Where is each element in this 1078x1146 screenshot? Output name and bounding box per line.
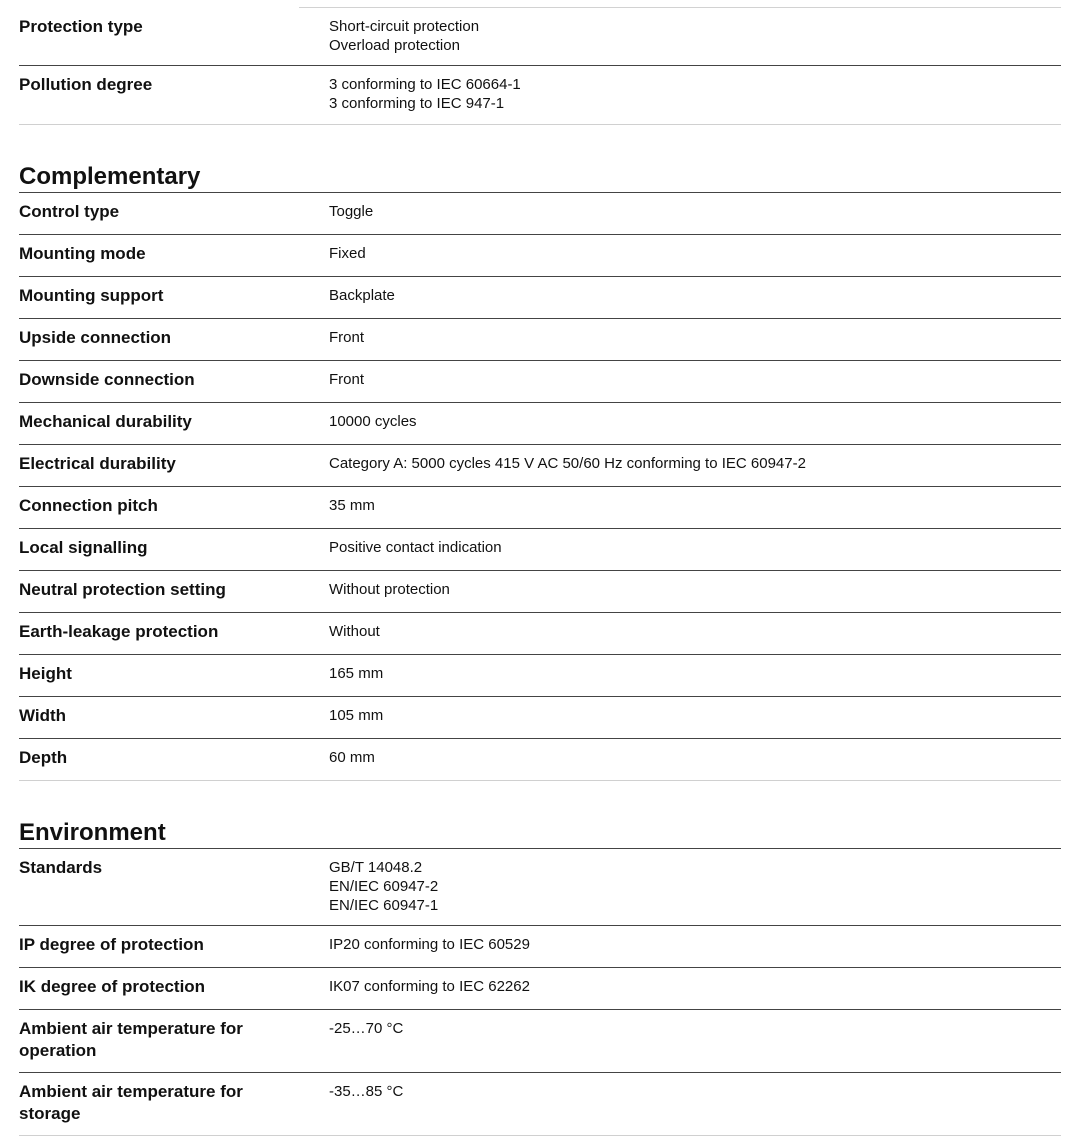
- value-line: -25…70 °C: [329, 1020, 404, 1037]
- section-header-complementary: [19, 163, 1061, 193]
- spec-table-complementary: [19, 193, 1061, 781]
- row-value: [329, 613, 1061, 655]
- table-row: [19, 319, 1061, 361]
- value-line: IP20 conforming to IEC 60529: [329, 936, 530, 953]
- row-label: Connection pitch: [19, 487, 329, 529]
- table-row: [19, 1073, 1061, 1136]
- value-line: EN/IEC 60947-1: [329, 897, 439, 914]
- table-row: [19, 445, 1061, 487]
- value-line: 3 conforming to IEC 947-1: [329, 95, 505, 112]
- row-label: Ambient air temperature for storage: [19, 1073, 329, 1136]
- table-row: [19, 66, 1061, 125]
- table-row: [19, 571, 1061, 613]
- row-value: [329, 445, 1061, 487]
- value-line: Overload protection: [329, 37, 460, 54]
- row-label: IP degree of protection: [19, 926, 329, 968]
- value-line: Front: [329, 329, 365, 346]
- value-line: 10000 cycles: [329, 413, 417, 430]
- value-line: IK07 conforming to IEC 62262: [329, 978, 530, 995]
- value-line: Short-circuit protection: [329, 18, 480, 35]
- value-line: -35…85 °C: [329, 1083, 404, 1100]
- table-row: [19, 697, 1061, 739]
- spec-table-environment: [19, 849, 1061, 1136]
- value-line: 35 mm: [329, 497, 375, 514]
- row-value: [329, 1073, 1061, 1136]
- table-row: [19, 849, 1061, 926]
- row-label: Local signalling: [19, 529, 329, 571]
- row-value: [329, 193, 1061, 235]
- section-header-environment: [19, 819, 1061, 849]
- row-label: Earth-leakage protection: [19, 613, 329, 655]
- row-value: [329, 361, 1061, 403]
- row-label: Neutral protection setting: [19, 571, 329, 613]
- row-label: Downside connection: [19, 361, 329, 403]
- table-row: [19, 277, 1061, 319]
- value-line: Backplate: [329, 287, 395, 304]
- value-line: Fixed: [329, 245, 366, 262]
- table-row: [19, 529, 1061, 571]
- row-value: [329, 319, 1061, 361]
- value-line: GB/T 14048.2: [329, 859, 423, 876]
- table-row: [19, 1010, 1061, 1073]
- row-label: IK degree of protection: [19, 968, 329, 1010]
- section-title: Environment: [19, 819, 166, 846]
- spec-table-protection: [19, 8, 1061, 125]
- row-label: Height: [19, 655, 329, 697]
- table-row: [19, 361, 1061, 403]
- row-value: [329, 66, 1061, 125]
- row-label: Upside connection: [19, 319, 329, 361]
- value-line: 60 mm: [329, 749, 375, 766]
- value-line: 3 conforming to IEC 60664-1: [329, 76, 521, 93]
- row-label: Standards: [19, 849, 329, 926]
- row-label: Depth: [19, 739, 329, 781]
- value-line: 165 mm: [329, 665, 384, 682]
- table-row: [19, 8, 1061, 66]
- row-label: Protection type: [19, 8, 329, 66]
- row-label: Control type: [19, 193, 329, 235]
- row-value: [329, 529, 1061, 571]
- table-row: [19, 613, 1061, 655]
- table-row: [19, 235, 1061, 277]
- spec-sheet: [19, 0, 1061, 1136]
- table-row: [19, 403, 1061, 445]
- value-line: 105 mm: [329, 707, 384, 724]
- value-line: EN/IEC 60947-2: [329, 878, 439, 895]
- row-value: [329, 277, 1061, 319]
- table-row: [19, 655, 1061, 697]
- row-value: [329, 403, 1061, 445]
- section-title: Complementary: [19, 163, 201, 190]
- row-value: [329, 1010, 1061, 1073]
- table-row: [19, 968, 1061, 1010]
- row-label: Ambient air temperature for operation: [19, 1010, 329, 1073]
- row-value: [329, 8, 1061, 66]
- row-value: [329, 235, 1061, 277]
- value-line: Toggle: [329, 203, 374, 220]
- value-line: Category A: 5000 cycles 415 V AC 50/60 Hz conforming to IEC 60947-2: [329, 455, 806, 472]
- row-label: Mounting support: [19, 277, 329, 319]
- row-value: [329, 655, 1061, 697]
- value-line: Front: [329, 371, 365, 388]
- row-label: Mechanical durability: [19, 403, 329, 445]
- row-value: [329, 571, 1061, 613]
- row-value: [329, 926, 1061, 968]
- row-value: [329, 849, 1061, 926]
- value-line: Without protection: [329, 581, 450, 598]
- row-label: Electrical durability: [19, 445, 329, 487]
- row-value: [329, 697, 1061, 739]
- table-row: [19, 193, 1061, 235]
- row-label: Mounting mode: [19, 235, 329, 277]
- row-label: Pollution degree: [19, 66, 329, 125]
- value-line: Positive contact indication: [329, 539, 502, 556]
- table-row: [19, 926, 1061, 968]
- table-row: [19, 739, 1061, 781]
- row-label: Width: [19, 697, 329, 739]
- row-value: [329, 739, 1061, 781]
- value-line: Without: [329, 623, 380, 640]
- table-row: [19, 487, 1061, 529]
- row-value: [329, 968, 1061, 1010]
- row-value: [329, 487, 1061, 529]
